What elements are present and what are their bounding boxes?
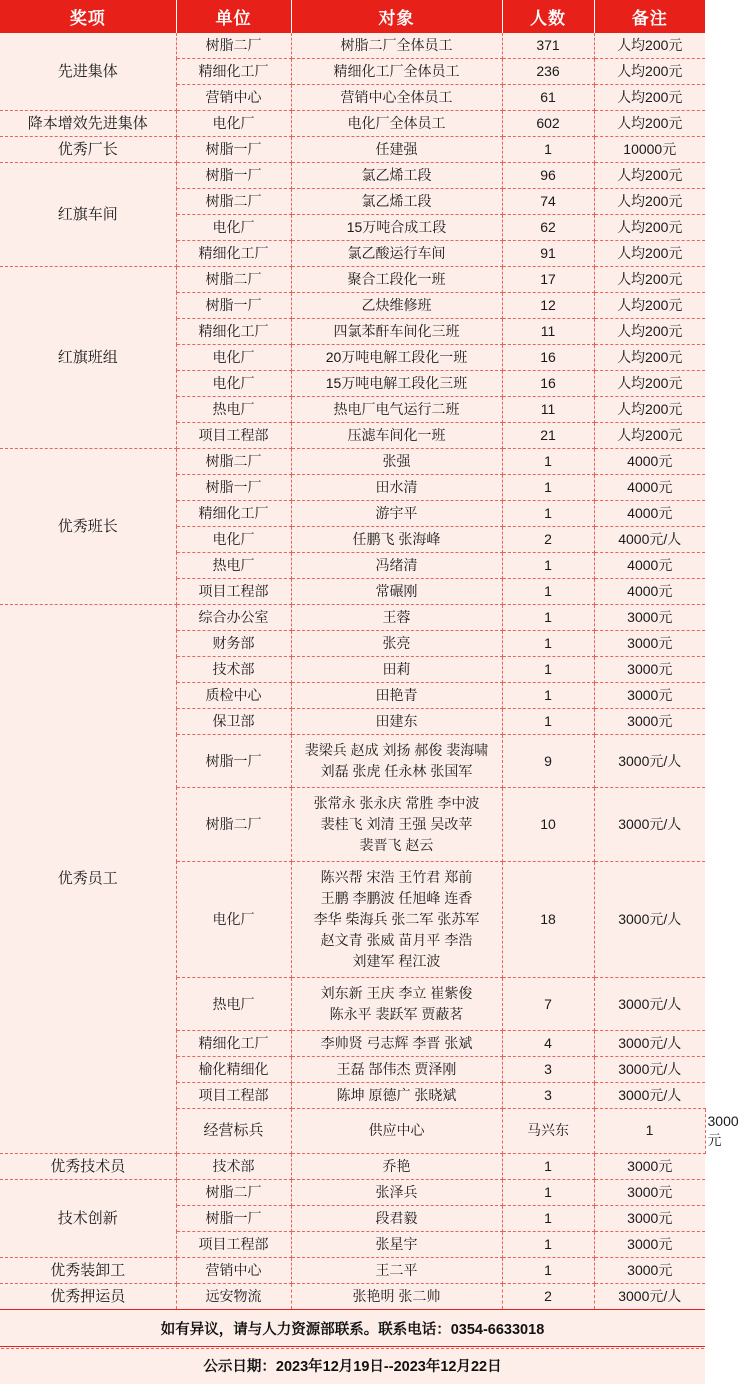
table-row — [0, 137, 705, 163]
table-row — [0, 267, 705, 293]
object-cell — [291, 862, 502, 978]
remark-cell: 人均200元 — [594, 33, 705, 59]
object-line: 裴梁兵 赵成 刘扬 郝俊 裴海啸 — [304, 742, 489, 758]
object-line: 游宇平 — [375, 505, 418, 521]
remark-cell: 人均200元 — [594, 345, 705, 371]
award-name-cell: 经营标兵 — [176, 1109, 291, 1154]
award-name-cell: 降本增效先进集体 — [0, 111, 176, 137]
count-cell: 21 — [502, 423, 594, 449]
table-row — [0, 1257, 705, 1283]
remark-cell: 3000元 — [594, 683, 705, 709]
object-cell — [291, 1231, 502, 1257]
unit-cell: 树脂一厂 — [176, 293, 291, 319]
count-cell: 1 — [502, 137, 594, 163]
object-line: 15万吨电解工段化三班 — [325, 375, 468, 391]
object-line: 热电厂电气运行二班 — [333, 401, 460, 417]
award-name-cell: 优秀厂长 — [0, 137, 176, 163]
count-cell: 18 — [502, 862, 594, 978]
footer-contact-cell — [0, 1309, 705, 1346]
object-cell — [291, 59, 502, 85]
table-row: 经营标兵 供应中心 马兴东 1 3000元 — [0, 1109, 705, 1154]
object-line: 刘建军 程江波 — [352, 953, 441, 969]
object-cell — [291, 1283, 502, 1309]
unit-cell: 质检中心 — [176, 683, 291, 709]
table-row — [0, 111, 705, 137]
object-line: 营销中心全体员工 — [340, 89, 453, 105]
unit-cell: 财务部 — [176, 631, 291, 657]
count-cell: 1 — [502, 605, 594, 631]
object-line: 田艳青 — [375, 687, 418, 703]
award-name-cell: 优秀押运员 — [0, 1283, 176, 1309]
object-line: 裴晋飞 赵云 — [359, 837, 434, 853]
unit-cell: 热电厂 — [176, 553, 291, 579]
object-cell — [291, 241, 502, 267]
unit-cell: 精细化工厂 — [176, 59, 291, 85]
count-cell: 1 — [502, 631, 594, 657]
unit-cell: 电化厂 — [176, 527, 291, 553]
award-name-cell: 优秀员工 — [0, 605, 176, 1154]
unit-cell: 项目工程部 — [176, 1083, 291, 1109]
award-name-cell: 优秀班长 — [0, 449, 176, 605]
award-name-cell: 红旗班组 — [0, 267, 176, 449]
object-line: 精细化工厂全体员工 — [333, 63, 460, 79]
object-cell — [291, 1057, 502, 1083]
award-name-cell: 优秀技术员 — [0, 1153, 176, 1179]
unit-cell: 营销中心 — [176, 1257, 291, 1283]
unit-cell: 保卫部 — [176, 709, 291, 735]
object-cell — [291, 1031, 502, 1057]
unit-cell: 电化厂 — [176, 862, 291, 978]
remark-cell: 人均200元 — [594, 397, 705, 423]
remark-cell: 人均200元 — [594, 319, 705, 345]
unit-cell: 树脂二厂 — [176, 33, 291, 59]
object-line: 李华 柴海兵 张二军 张苏军 — [313, 911, 480, 927]
remark-cell: 3000元/人 — [594, 1057, 705, 1083]
object-cell — [291, 33, 502, 59]
unit-cell: 树脂一厂 — [176, 475, 291, 501]
table-body — [0, 33, 739, 1309]
object-line: 树脂二厂全体员工 — [340, 37, 453, 53]
footer-row-date — [0, 1346, 705, 1384]
remark-cell: 人均200元 — [594, 215, 705, 241]
unit-cell: 远安物流 — [176, 1283, 291, 1309]
unit-cell: 树脂二厂 — [176, 788, 291, 862]
count-cell: 1 — [502, 553, 594, 579]
remark-cell: 4000元 — [594, 579, 705, 605]
object-cell — [291, 579, 502, 605]
object-cell — [291, 553, 502, 579]
object-line: 刘磊 张虎 任永林 张国军 — [320, 763, 473, 779]
award-name-cell: 先进集体 — [0, 33, 176, 111]
remark-cell: 3000元 — [594, 1257, 705, 1283]
footer-date-text: 公示日期：2023年12月19日--2023年12月22日 — [1, 1348, 704, 1383]
unit-cell: 热电厂 — [176, 978, 291, 1031]
remark-cell: 3000元 — [594, 1205, 705, 1231]
remark-cell: 人均200元 — [594, 241, 705, 267]
remark-cell: 4000元 — [594, 553, 705, 579]
unit-cell: 营销中心 — [176, 85, 291, 111]
table-row — [0, 163, 705, 189]
header-remark: 备注 — [594, 0, 705, 33]
remark-cell: 3000元 — [594, 709, 705, 735]
object-cell — [502, 1109, 594, 1154]
remark-cell: 人均200元 — [594, 59, 705, 85]
object-cell — [291, 397, 502, 423]
count-cell: 61 — [502, 85, 594, 111]
object-cell — [291, 788, 502, 862]
object-line: 聚合工段化一班 — [347, 271, 446, 287]
remark-cell: 4000元/人 — [594, 527, 705, 553]
object-cell — [291, 1257, 502, 1283]
remark-cell: 3000元/人 — [594, 788, 705, 862]
object-cell — [291, 111, 502, 137]
object-cell — [291, 475, 502, 501]
unit-cell: 树脂二厂 — [176, 449, 291, 475]
remark-cell: 3000元 — [594, 605, 705, 631]
unit-cell: 电化厂 — [176, 371, 291, 397]
remark-cell: 3000元/人 — [594, 735, 705, 788]
count-cell: 236 — [502, 59, 594, 85]
table-row — [0, 33, 705, 59]
remark-cell: 人均200元 — [594, 85, 705, 111]
remark-cell: 3000元 — [594, 1179, 705, 1205]
unit-cell: 树脂一厂 — [176, 735, 291, 788]
unit-cell: 综合办公室 — [176, 605, 291, 631]
object-cell — [291, 978, 502, 1031]
count-cell: 91 — [502, 241, 594, 267]
remark-cell: 人均200元 — [594, 423, 705, 449]
object-line: 20万吨电解工段化一班 — [325, 349, 468, 365]
remark-cell: 人均200元 — [594, 111, 705, 137]
remark-cell: 人均200元 — [594, 293, 705, 319]
count-cell: 74 — [502, 189, 594, 215]
object-line: 马兴东 — [527, 1122, 569, 1139]
object-line: 田建东 — [375, 713, 418, 729]
table-row — [0, 1153, 705, 1179]
object-cell — [291, 657, 502, 683]
unit-cell: 技术部 — [176, 1153, 291, 1179]
object-line: 15万吨合成工段 — [346, 219, 447, 235]
table-row — [0, 449, 705, 475]
count-cell: 2 — [502, 527, 594, 553]
object-line: 四氯苯酐车间化三班 — [333, 323, 460, 339]
remark-cell: 3000元/人 — [594, 978, 705, 1031]
object-cell — [291, 1179, 502, 1205]
footer-row-contact — [0, 1309, 705, 1346]
unit-cell: 树脂一厂 — [176, 137, 291, 163]
unit-cell: 项目工程部 — [176, 423, 291, 449]
count-cell: 16 — [502, 345, 594, 371]
object-cell — [291, 137, 502, 163]
unit-cell: 精细化工厂 — [176, 1031, 291, 1057]
remark-cell: 4000元 — [594, 501, 705, 527]
table-row — [0, 1283, 705, 1309]
award-name-cell: 红旗车间 — [0, 163, 176, 267]
remark-cell: 4000元 — [594, 475, 705, 501]
unit-cell: 树脂一厂 — [176, 163, 291, 189]
count-cell: 12 — [502, 293, 594, 319]
object-line: 田莉 — [382, 661, 411, 677]
object-line: 任建强 — [375, 141, 418, 157]
remark-cell: 3000元/人 — [594, 1283, 705, 1309]
remark-cell: 3000元 — [594, 657, 705, 683]
object-line: 电化厂全体员工 — [347, 115, 446, 131]
unit-cell: 技术部 — [176, 657, 291, 683]
unit-cell: 树脂一厂 — [176, 1205, 291, 1231]
award-name-cell: 优秀装卸工 — [0, 1257, 176, 1283]
table-footer — [0, 1309, 705, 1384]
unit-cell: 电化厂 — [176, 111, 291, 137]
remark-cell: 3000元 — [594, 1153, 705, 1179]
object-line: 王蓉 — [382, 609, 411, 625]
count-cell: 1 — [502, 1153, 594, 1179]
remark-cell: 3000元 — [594, 1231, 705, 1257]
object-line: 裴桂飞 刘清 王强 吴改苹 — [320, 816, 473, 832]
remark-cell: 3000元/人 — [594, 1031, 705, 1057]
object-line: 压滤车间化一班 — [347, 427, 446, 443]
unit-cell: 树脂二厂 — [176, 189, 291, 215]
unit-cell: 电化厂 — [176, 345, 291, 371]
count-cell: 1 — [502, 1257, 594, 1283]
unit-cell: 电化厂 — [176, 215, 291, 241]
object-cell — [291, 735, 502, 788]
object-line: 张常永 张永庆 常胜 李中波 — [313, 795, 480, 811]
count-cell: 3 — [502, 1057, 594, 1083]
object-line: 刘东新 王庆 李立 崔紫俊 — [320, 985, 473, 1001]
object-line: 张泽兵 — [375, 1183, 418, 1200]
award-name-cell: 技术创新 — [0, 1179, 176, 1257]
object-cell — [291, 423, 502, 449]
unit-cell: 热电厂 — [176, 397, 291, 423]
count-cell: 1 — [502, 1179, 594, 1205]
object-line: 田水清 — [375, 479, 418, 495]
count-cell: 1 — [502, 683, 594, 709]
object-cell — [291, 1153, 502, 1179]
remark-cell: 10000元 — [594, 137, 705, 163]
count-cell: 4 — [502, 1031, 594, 1057]
object-line: 陈兴帮 宋浩 王竹君 郑前 — [320, 869, 473, 885]
object-cell — [291, 683, 502, 709]
object-cell — [291, 345, 502, 371]
count-cell: 3 — [502, 1083, 594, 1109]
object-cell — [291, 1205, 502, 1231]
object-line: 王鹏 李鹏波 任旭峰 连香 — [320, 890, 473, 906]
unit-cell: 项目工程部 — [176, 1231, 291, 1257]
object-cell — [291, 1083, 502, 1109]
object-cell — [291, 371, 502, 397]
count-cell: 1 — [502, 475, 594, 501]
count-cell: 17 — [502, 267, 594, 293]
header-count: 人数 — [502, 0, 594, 33]
count-cell: 1 — [502, 657, 594, 683]
object-line: 段君毅 — [375, 1209, 418, 1226]
header-object: 对象 — [291, 0, 502, 33]
count-cell: 1 — [594, 1109, 705, 1154]
object-line: 氯乙酸运行车间 — [347, 245, 446, 261]
unit-cell: 供应中心 — [291, 1109, 502, 1154]
unit-cell: 树脂二厂 — [176, 1179, 291, 1205]
object-line: 常碾刚 — [375, 583, 418, 599]
object-cell — [291, 189, 502, 215]
count-cell: 62 — [502, 215, 594, 241]
object-line: 张强 — [382, 453, 411, 469]
count-cell: 1 — [502, 501, 594, 527]
object-cell — [291, 85, 502, 111]
object-line: 陈永平 裴跃军 贾蔽茗 — [329, 1006, 464, 1022]
unit-cell: 树脂二厂 — [176, 267, 291, 293]
object-cell — [291, 631, 502, 657]
remark-cell: 4000元 — [594, 449, 705, 475]
remark-cell: 人均200元 — [594, 163, 705, 189]
remark-cell: 人均200元 — [594, 189, 705, 215]
object-line: 张星宇 — [375, 1235, 418, 1252]
object-line: 乙炔维修班 — [361, 297, 432, 313]
object-line: 赵文青 张威 苗月平 李浩 — [320, 932, 473, 948]
count-cell: 1 — [502, 579, 594, 605]
object-line: 张艳明 张二帅 — [352, 1287, 441, 1304]
header-award: 奖项 — [0, 0, 176, 33]
table-row — [0, 605, 705, 631]
unit-cell: 精细化工厂 — [176, 241, 291, 267]
remark-cell: 3000元/人 — [594, 862, 705, 978]
object-cell — [291, 605, 502, 631]
header-unit: 单位 — [176, 0, 291, 33]
object-line: 王二平 — [375, 1261, 418, 1278]
unit-cell: 精细化工厂 — [176, 319, 291, 345]
object-line: 氯乙烯工段 — [361, 167, 432, 183]
object-cell — [291, 215, 502, 241]
count-cell: 1 — [502, 1231, 594, 1257]
remark-cell: 3000元 — [594, 631, 705, 657]
footer-date-cell — [0, 1346, 705, 1384]
remark-cell: 人均200元 — [594, 267, 705, 293]
count-cell: 9 — [502, 735, 594, 788]
header-row — [0, 0, 705, 33]
object-line: 冯绪清 — [375, 557, 418, 573]
object-line: 张亮 — [382, 635, 411, 651]
object-cell — [291, 709, 502, 735]
unit-cell: 项目工程部 — [176, 579, 291, 605]
object-line: 乔艳 — [382, 1157, 411, 1174]
footer-contact-text: 如有异议，请与人力资源部联系。联系电话：0354-6633018 — [160, 1321, 545, 1338]
object-line: 陈坤 原德广 张晓斌 — [336, 1087, 457, 1103]
count-cell: 602 — [502, 111, 594, 137]
object-line: 王磊 郜伟杰 贾泽刚 — [336, 1061, 457, 1077]
object-cell — [291, 319, 502, 345]
object-cell — [291, 267, 502, 293]
count-cell: 96 — [502, 163, 594, 189]
count-cell: 11 — [502, 319, 594, 345]
count-cell: 2 — [502, 1283, 594, 1309]
remark-cell: 人均200元 — [594, 371, 705, 397]
count-cell: 1 — [502, 449, 594, 475]
object-line: 氯乙烯工段 — [361, 193, 432, 209]
count-cell: 10 — [502, 788, 594, 862]
count-cell: 11 — [502, 397, 594, 423]
object-cell — [291, 293, 502, 319]
table-row — [0, 1179, 705, 1205]
unit-cell: 精细化工厂 — [176, 501, 291, 527]
remark-cell: 3000元/人 — [594, 1083, 705, 1109]
table-header — [0, 0, 705, 33]
unit-cell: 榆化精细化 — [176, 1057, 291, 1083]
count-cell: 1 — [502, 1205, 594, 1231]
object-cell — [291, 501, 502, 527]
count-cell: 371 — [502, 33, 594, 59]
object-line: 李帅贤 弓志辉 李晋 张斌 — [320, 1035, 473, 1051]
object-cell — [291, 163, 502, 189]
object-cell — [291, 449, 502, 475]
object-line: 任鹏飞 张海峰 — [352, 531, 441, 547]
count-cell: 7 — [502, 978, 594, 1031]
count-cell: 16 — [502, 371, 594, 397]
count-cell: 1 — [502, 709, 594, 735]
object-cell — [291, 527, 502, 553]
